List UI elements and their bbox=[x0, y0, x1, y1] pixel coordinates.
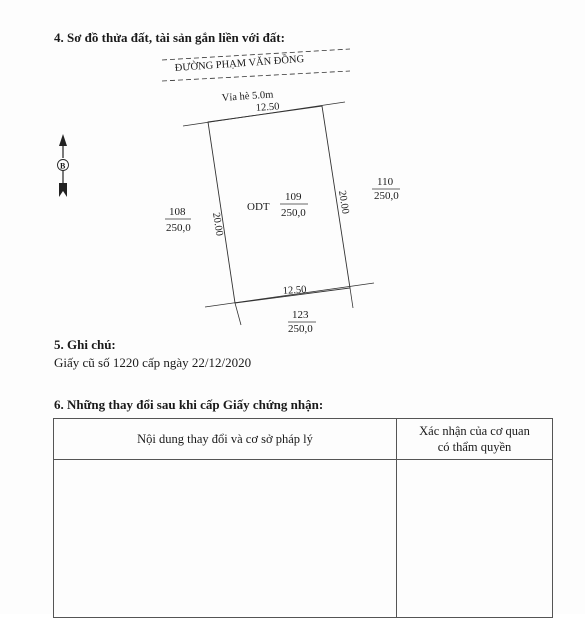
parcel-outline bbox=[208, 106, 350, 303]
right-extension bbox=[350, 288, 353, 308]
section-6-title: 6. Những thay đổi sau khi cấp Giấy chứng nhận: bbox=[54, 397, 324, 412]
sidewalk-label: Vỉa hè 5.0m bbox=[221, 89, 274, 104]
north-arrow-icon bbox=[58, 134, 69, 197]
parcel-number: 109 bbox=[285, 191, 302, 203]
bottom-length: 12.50 bbox=[282, 284, 307, 297]
neighbor-right-number: 110 bbox=[377, 176, 394, 188]
section-5-title: 5. Ghi chú: bbox=[54, 337, 116, 352]
neighbor-left-area: 250,0 bbox=[166, 222, 191, 234]
neighbor-right-area: 250,0 bbox=[374, 190, 399, 202]
north-label: B bbox=[60, 161, 66, 171]
land-type: ODT bbox=[247, 201, 270, 213]
note-text: Giấy cũ số 1220 cấp ngày 22/12/2020 bbox=[54, 355, 252, 370]
neighbor-bottom-area: 250,0 bbox=[288, 323, 313, 335]
table-header-confirmation bbox=[397, 419, 552, 459]
table-header-content bbox=[54, 419, 396, 459]
top-length: 12.50 bbox=[255, 101, 280, 114]
header-confirmation-line1: Xác nhận của cơ quan bbox=[419, 424, 530, 438]
changes-table bbox=[53, 418, 553, 618]
left-length: 20.00 bbox=[210, 211, 225, 237]
header-confirmation-line2: có thẩm quyền bbox=[437, 440, 512, 454]
right-length: 20.00 bbox=[336, 189, 351, 215]
street-name: ĐƯỜNG PHẠM VĂN ĐỒNG bbox=[174, 53, 305, 74]
neighbor-bottom-number: 123 bbox=[292, 309, 309, 321]
neighbor-left-number: 108 bbox=[169, 206, 186, 218]
section-4-title: 4. Sơ đồ thửa đất, tài sản gắn liền với đất: bbox=[54, 30, 285, 45]
parcel-area: 250,0 bbox=[281, 207, 306, 219]
header-content-label: Nội dung thay đổi và cơ sở pháp lý bbox=[137, 431, 313, 446]
left-extension bbox=[235, 303, 241, 325]
